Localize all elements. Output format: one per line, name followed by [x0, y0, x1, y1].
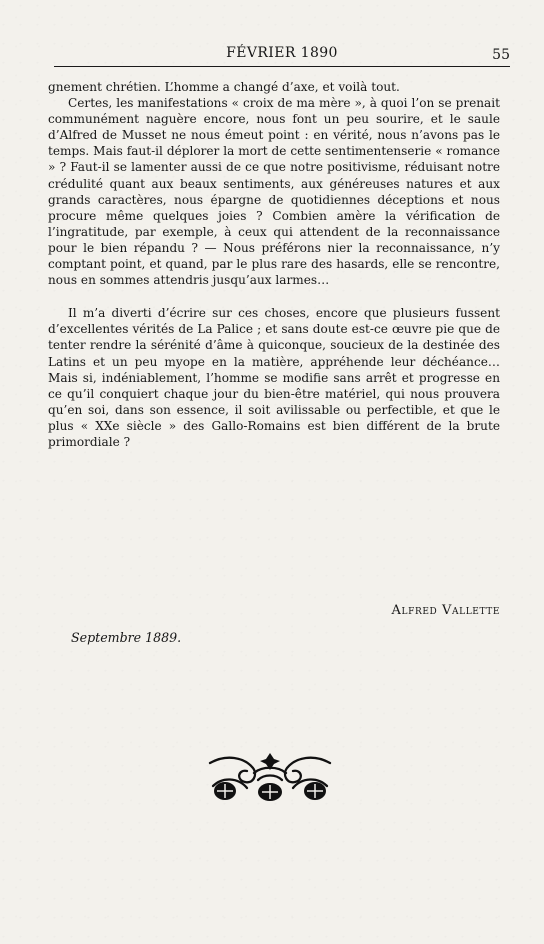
paragraph-3: Il m’a diverti d’écrire sur ces choses, encore que plusieurs fussent d’excellentes vérités de La Palice ; et sans doute est-ce œuvre pie que de tenter rendre la sérénité d’âme à quiconque, soucieux de la destinée des Latins et un peu myope en la matière, appréhende leur déchéance… Mais si, indéniablement, l’homme se modifie sans arrêt et progresse en ce qu’il conquiert chaque jour du bien-être matériel, qui nous prouvera qu’en soi, dans son essence, il soit avilissable ou perfectible, et que le plus « XXe siècle » des Gallo-Romains est bien différent de la brute primordiale ? [48, 306, 500, 449]
running-title: FÉVRIER 1890 [226, 45, 338, 61]
paragraph-2: Certes, les manifestations « croix de ma mère », à quoi l’on se prenait communément naguère encore, nous font un peu sourire, et le saule d’Alfred de Musset ne nous émeut point : en vérité, nous n’avons pas le temps. Mais faut-il déplorer la mort de cette sentimentenserie « romance » ? Faut-il se lamenter aussi de ce que notre positivisme, réduisant notre crédulité quant aux beaux sentiments, aux généreuses natures et aux grands caractères, nous épargne de quotidiennes déceptions et nous procure même quelques joies ? Combien amère la vérification de l’ingratitude, par exemple, à ceux qui attendent de la reconnaissance pour le bien répandu ? — Nous préférons nier la reconnaissance, n’y comptant point, et quand, par le plus rare des hasards, elle se rencontre, nous en sommes attendris jusqu’aux larmes… [48, 96, 500, 288]
paragraph-1: gnement chrétien. L’homme a changé d’axe, et voilà tout. [48, 80, 400, 94]
article-text [48, 79, 500, 450]
page-number: 55 [492, 47, 510, 63]
author-signature: Alfred Vallette [391, 603, 500, 618]
date-line: Septembre 1889. [71, 630, 182, 645]
decorative-ornament-icon [196, 753, 344, 805]
header-rule [54, 66, 510, 67]
running-header [54, 44, 510, 64]
